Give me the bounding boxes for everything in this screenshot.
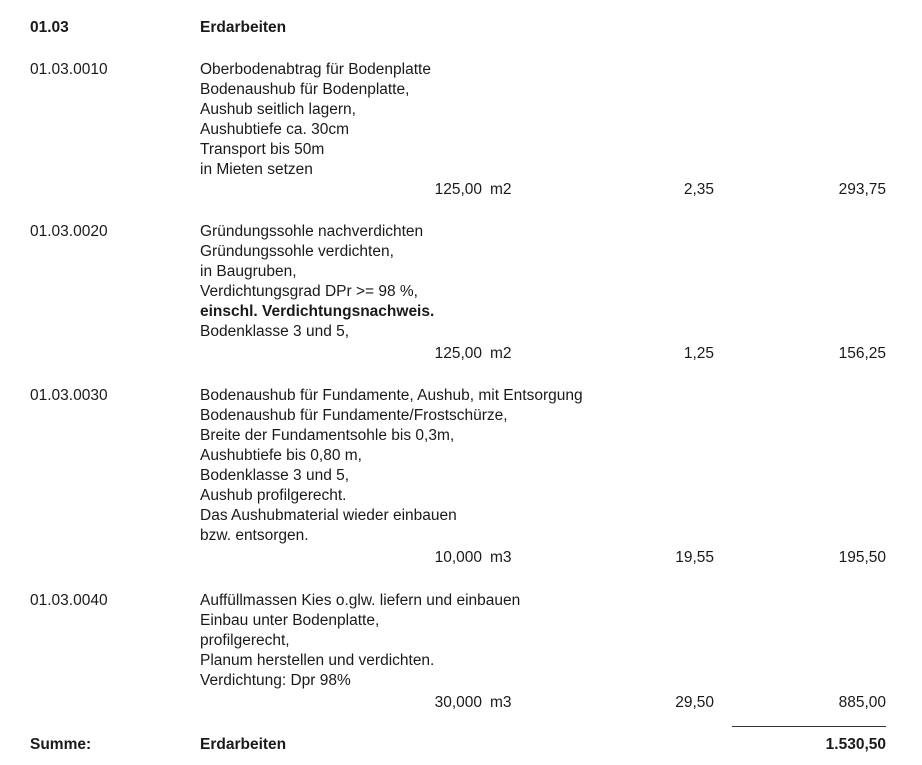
unit-price: 19,55 [675, 549, 714, 566]
description-line: Aushub seitlich lagern, [200, 101, 356, 118]
position-total: 195,50 [838, 549, 886, 566]
unit-label: m3 [490, 549, 512, 566]
description-line: Verdichtung: Dpr 98% [200, 672, 351, 689]
description-line: Bodenaushub für Fundamente/Frostschürze, [200, 407, 508, 424]
position-description [200, 591, 520, 691]
quantity-value: 30,000 [434, 694, 482, 711]
position-number: 01.03.0040 [30, 592, 108, 609]
position-total: 156,25 [838, 345, 886, 362]
description-line: bzw. entsorgen. [200, 527, 309, 544]
description-line: Transport bis 50m [200, 141, 325, 158]
section-title: Erdarbeiten [200, 19, 287, 36]
description-line: Aushubtiefe bis 0,80 m, [200, 447, 362, 464]
quantity-row [0, 548, 922, 568]
description-line: Das Aushubmaterial wieder einbauen [200, 507, 457, 524]
quantity-value: 125,00 [434, 345, 482, 362]
position-total: 293,75 [838, 181, 886, 198]
summary-row [0, 735, 922, 755]
description-line: Bodenklasse 3 und 5, [200, 323, 350, 340]
quantity-row [0, 180, 922, 200]
description-line: profilgerecht, [200, 632, 290, 649]
description-line: Planum herstellen und verdichten. [200, 652, 435, 669]
sum-divider [732, 726, 886, 727]
description-line: in Mieten setzen [200, 161, 313, 178]
quantity-value: 125,00 [434, 181, 482, 198]
unit-price: 1,25 [683, 345, 714, 362]
position-number: 01.03.0010 [30, 61, 108, 78]
description-line: Auffüllmassen Kies o.glw. liefern und einbauen [200, 592, 521, 609]
position-number: 01.03.0020 [30, 223, 108, 240]
description-line: Gründungssohle verdichten, [200, 243, 394, 260]
position-description [200, 386, 583, 546]
description-line: Verdichtungsgrad DPr >= 98 %, [200, 283, 418, 300]
description-line: in Baugruben, [200, 263, 297, 280]
description-line: Oberbodenabtrag für Bodenplatte [200, 61, 431, 78]
position-total: 885,00 [838, 694, 886, 711]
summary-title: Erdarbeiten [200, 736, 287, 753]
description-line: Aushubtiefe ca. 30cm [200, 121, 350, 138]
quantity-row [0, 693, 922, 713]
description-line: Einbau unter Bodenplatte, [200, 612, 380, 629]
description-line: Aushub profilgerecht. [200, 487, 347, 504]
description-line: Gründungssohle nachverdichten [200, 223, 424, 240]
unit-label: m2 [490, 181, 512, 198]
section-number: 01.03 [30, 19, 69, 36]
description-line: Bodenaushub für Bodenplatte, [200, 81, 410, 98]
unit-label: m2 [490, 345, 512, 362]
description-line: einschl. Verdichtungsnachweis. [200, 303, 435, 320]
unit-label: m3 [490, 694, 512, 711]
description-line: Bodenklasse 3 und 5, [200, 467, 350, 484]
position-number: 01.03.0030 [30, 387, 108, 404]
summary-total: 1.530,50 [825, 736, 886, 753]
unit-price: 29,50 [675, 694, 714, 711]
unit-price: 2,35 [683, 181, 714, 198]
quantity-row [0, 344, 922, 364]
quantity-value: 10,000 [434, 549, 482, 566]
section-header [0, 18, 922, 38]
position-description [200, 60, 431, 180]
position-description [200, 222, 434, 342]
description-line: Bodenaushub für Fundamente, Aushub, mit Entsorgung [200, 387, 583, 404]
description-line: Breite der Fundamentsohle bis 0,3m, [200, 427, 455, 444]
summary-label: Summe: [30, 736, 92, 753]
